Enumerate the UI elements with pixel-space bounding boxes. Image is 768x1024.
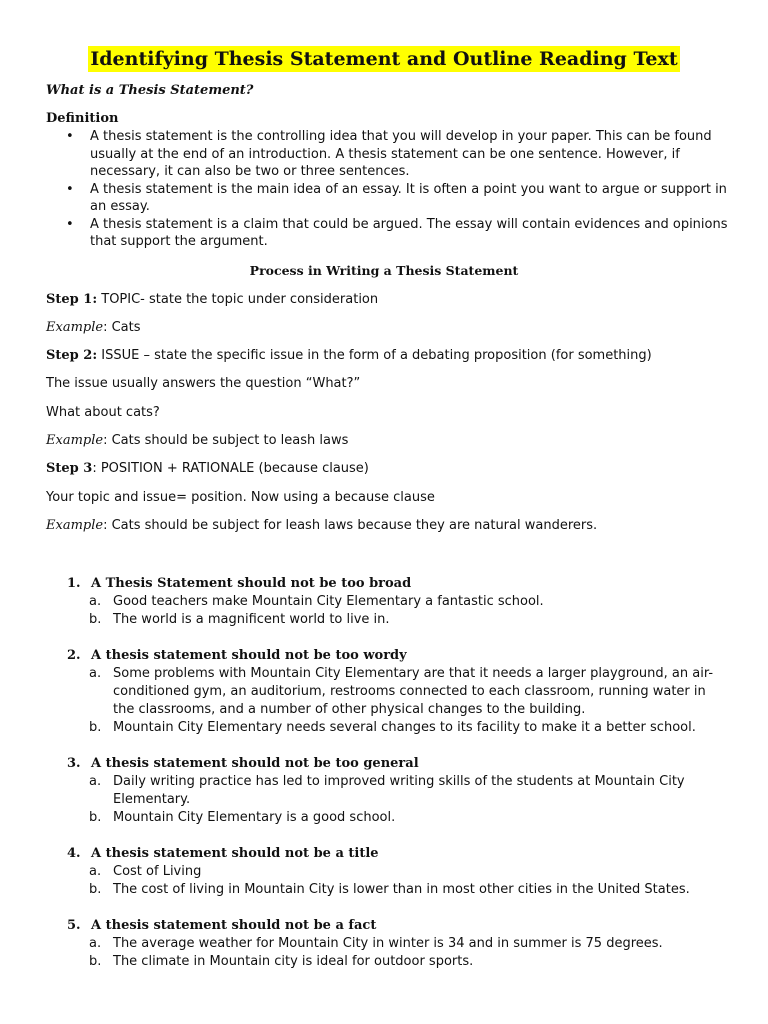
example-text: Daily writing practice has led to improved writing skills of the students at Mountain City Elementary.	[113, 774, 685, 807]
example-letter: b.	[89, 954, 102, 969]
example-1-text: : Cats	[103, 320, 141, 335]
issue-line: The issue usually answers the question “What?”	[46, 376, 361, 391]
example-text: Mountain City Elementary is a good school.	[113, 810, 396, 825]
definition-item	[66, 216, 736, 251]
example-label: Example	[46, 320, 104, 335]
rule-example	[67, 881, 727, 899]
example-letter: a.	[89, 936, 102, 951]
what-about-line: What about cats?	[46, 405, 160, 420]
title-wrap	[0, 46, 768, 72]
bullet-icon: •	[66, 181, 74, 197]
example-text: Cost of Living	[113, 864, 202, 879]
example-text: Good teachers make Mountain City Elementary a fantastic school.	[113, 594, 544, 609]
example-3-line	[46, 518, 597, 533]
example-text: The cost of living in Mountain City is lower than in most other cities in the United States.	[113, 882, 690, 897]
rule-heading	[67, 647, 727, 665]
definition-item-text: A thesis statement is the main idea of an essay. It is often a point you want to argue or support in an essay.	[90, 181, 727, 214]
bullet-icon: •	[66, 216, 74, 232]
example-letter: a.	[89, 864, 102, 879]
subtitle: What is a Thesis Statement?	[46, 83, 254, 98]
example-label: Example	[46, 518, 104, 533]
example-letter: b.	[89, 612, 102, 627]
rule-5	[67, 917, 727, 971]
rule-number: 5.	[67, 918, 81, 933]
step-3-label: Step 3	[46, 461, 93, 476]
example-text: Mountain City Elementary needs several changes to its facility to make it a better school.	[113, 720, 696, 735]
step-1-label: Step 1:	[46, 292, 98, 307]
process-heading: Process in Writing a Thesis Statement	[249, 263, 519, 278]
step-2-line	[46, 348, 652, 363]
example-letter: b.	[89, 882, 102, 897]
example-1-line	[46, 320, 141, 335]
rule-number: 1.	[67, 576, 81, 591]
bullet-icon: •	[66, 129, 74, 144]
rule-3	[67, 755, 727, 827]
example-letter: b.	[89, 810, 102, 825]
example-text: The climate in Mountain city is ideal for outdoor sports.	[113, 954, 474, 969]
rule-heading-text: A thesis statement should not be a fact	[91, 918, 377, 933]
example-label: Example	[46, 433, 104, 448]
rule-4	[67, 845, 727, 899]
definition-item	[66, 181, 736, 216]
rule-example	[67, 719, 727, 737]
rule-example	[67, 611, 727, 629]
definition-item-text: A thesis statement is the controlling idea that you will develop in your paper. This can be found usually at the end of an introduction. A thesis statement can be one sentence. However, if necessary, it can also be two or three sentences.	[90, 129, 712, 179]
example-2-line	[46, 433, 348, 448]
step-2-label: Step 2:	[46, 348, 98, 363]
example-text: The average weather for Mountain City in winter is 34 and in summer is 75 degrees.	[113, 936, 663, 951]
step-1-line	[46, 292, 378, 307]
rule-number: 4.	[67, 846, 81, 861]
definition-heading: Definition	[46, 111, 119, 126]
example-letter: b.	[89, 720, 102, 735]
rule-heading-text: A Thesis Statement should not be too broad	[91, 576, 412, 591]
example-letter: a.	[89, 666, 102, 681]
example-letter: a.	[89, 774, 102, 789]
rule-number: 2.	[67, 648, 81, 663]
rule-example	[67, 935, 727, 953]
example-text: The world is a magnificent world to live in.	[113, 612, 390, 627]
example-2-text: : Cats should be subject to leash laws	[103, 433, 349, 448]
rule-2	[67, 647, 727, 737]
rule-heading	[67, 845, 727, 863]
step-3-line	[46, 461, 369, 476]
position-line: Your topic and issue= position. Now using a because clause	[46, 490, 435, 505]
rule-example	[67, 863, 727, 881]
rule-example	[67, 593, 727, 611]
rule-example	[67, 773, 727, 809]
rule-heading	[67, 575, 727, 593]
example-3-text: : Cats should be subject for leash laws because they are natural wanderers.	[103, 518, 598, 533]
rule-example	[67, 665, 727, 719]
rule-heading-text: A thesis statement should not be too wordy	[91, 648, 407, 663]
definition-item-text: A thesis statement is a claim that could be argued. The essay will contain evidences and opinions that support the argument.	[90, 216, 728, 249]
page-title: Identifying Thesis Statement and Outline Reading Text	[90, 48, 678, 70]
rule-number: 3.	[67, 756, 81, 771]
step-2-text: ISSUE – state the specific issue in the form of a debating proposition (for something)	[97, 348, 652, 363]
definition-list	[66, 128, 736, 251]
rule-heading	[67, 917, 727, 935]
rule-1	[67, 575, 727, 629]
step-1-text: TOPIC- state the topic under consideration	[97, 292, 379, 307]
rule-heading	[67, 755, 727, 773]
example-text: Some problems with Mountain City Elementary are that it needs a larger playground, an air-conditioned gym, an auditorium, restrooms connected to each classroom, running water in the classrooms, and a number of other physical changes to the building.	[113, 666, 714, 717]
rule-heading-text: A thesis statement should not be a title	[91, 846, 379, 861]
step-3-text: : POSITION + RATIONALE (because clause)	[92, 461, 369, 476]
rule-example	[67, 809, 727, 827]
rule-heading-text: A thesis statement should not be too general	[91, 756, 419, 771]
definition-item	[66, 128, 736, 181]
rule-example	[67, 953, 727, 971]
example-letter: a.	[89, 594, 102, 609]
